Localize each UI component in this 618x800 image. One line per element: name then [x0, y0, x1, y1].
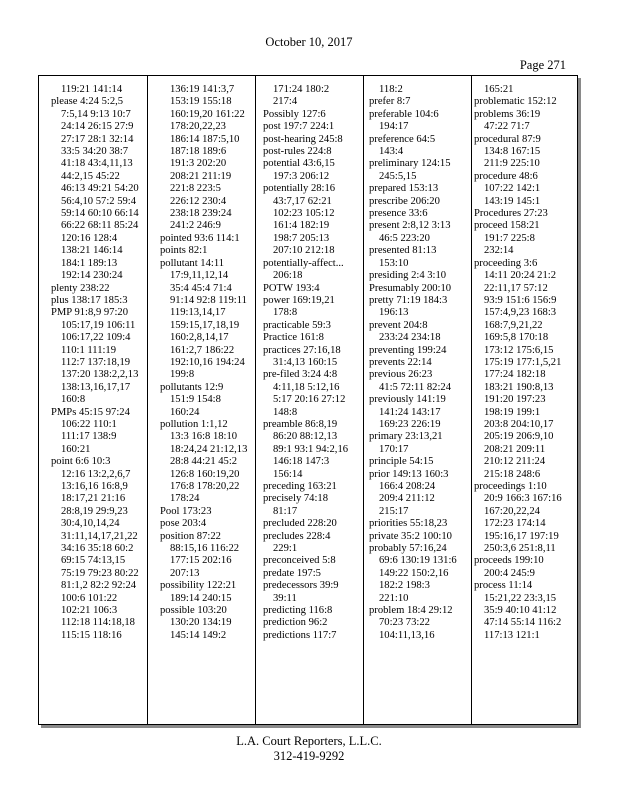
index-locator-line: 167:20,22,24 — [484, 505, 540, 517]
index-term-line: Procedures 27:23 — [474, 208, 548, 220]
index-locator-line: 209:4 211:12 — [379, 493, 435, 505]
index-term-line: prior 149:13 160:3 — [369, 468, 449, 480]
index-frame — [38, 75, 578, 725]
index-locator-line: 126:8 160:19,20 — [170, 468, 240, 480]
index-locator-line: 31:4,13 160:15 — [273, 356, 338, 368]
index-locator-line: 153:19 155:18 — [170, 96, 232, 108]
index-locator-line: 226:12 230:4 — [170, 195, 227, 207]
index-locator-line: 5:17 20:16 27:12 — [273, 394, 346, 406]
index-term-line: procedural 87:9 — [474, 133, 541, 145]
index-locator-line: 89:1 93:1 94:2,16 — [273, 443, 349, 455]
index-locator-line: 173:12 175:6,15 — [484, 344, 554, 356]
index-term-line: preamble 86:8,19 — [263, 418, 338, 430]
index-column-4 — [363, 76, 471, 724]
index-term-line: procedure 48:6 — [474, 170, 538, 182]
index-term-line: possible 103:20 — [160, 605, 227, 617]
index-locator-line: 107:22 142:1 — [484, 183, 541, 195]
index-term-line: PMPs 45:15 97:24 — [51, 406, 130, 418]
index-term-line: pollutant 14:11 — [160, 257, 225, 269]
index-locator-line: 18:17,21 21:16 — [61, 493, 126, 505]
index-locator-line: 160:21 — [61, 443, 91, 455]
index-term-line: preceding 163:21 — [263, 481, 337, 492]
index-locator-line: 198:19 199:1 — [484, 406, 541, 418]
index-locator-line: 221:8 223:5 — [170, 183, 221, 195]
index-locator-line: 208:21 209:11 — [484, 443, 546, 455]
index-locator-line: 112:7 137:18,19 — [61, 356, 131, 368]
index-term-line: probably 57:16,24 — [369, 543, 447, 555]
index-locator-line: 110:1 111:19 — [61, 344, 117, 356]
index-locator-line: 215:17 — [379, 505, 409, 517]
index-locator-line: 175:19 177:1,5,21 — [484, 356, 562, 368]
index-locator-line: 192:10,16 194:24 — [170, 356, 245, 368]
index-term-line: problematic 152:12 — [474, 96, 557, 108]
index-term-line: problems 36:19 — [474, 108, 541, 120]
index-locator-line: 194:17 — [379, 121, 409, 133]
index-locator-line: 35:9 40:10 41:12 — [484, 605, 557, 617]
index-term-line: potential 43:6,15 — [263, 158, 335, 170]
index-term-line: PMP 91:8,9 97:20 — [51, 307, 129, 319]
index-locator-line: 189:14 240:15 — [170, 592, 232, 604]
index-locator-line: 46:13 49:21 54:20 — [61, 183, 139, 195]
page-number: Page 271 — [519, 58, 566, 72]
page-date: October 10, 2017 — [265, 35, 353, 49]
index-term-line: predictions 117:7 — [263, 629, 337, 641]
index-term-line: Presumably 200:10 — [369, 282, 452, 294]
index-locator-line: 191:7 225:8 — [484, 232, 535, 244]
index-locator-line: 86:20 88:12,13 — [273, 431, 338, 443]
index-term-line: preferable 104:6 — [369, 108, 439, 120]
index-term-line: Possibly 127:6 — [263, 108, 326, 120]
index-column-5 — [471, 76, 579, 724]
index-locator-line: 47:14 55:14 116:2 — [484, 617, 562, 629]
index-locator-line: 22:11,17 57:12 — [484, 282, 548, 294]
index-term-line: Pool 173:23 — [160, 505, 212, 517]
index-locator-line: 205:19 206:9,10 — [484, 431, 554, 443]
index-term-line: points 82:1 — [160, 245, 208, 257]
index-locator-line: 215:18 248:6 — [484, 468, 541, 480]
index-term-line: previous 26:23 — [369, 369, 433, 381]
index-locator-line: 241:2 246:9 — [170, 220, 221, 232]
index-locator-line: 20:9 166:3 167:16 — [484, 493, 562, 505]
index-term-line: prescribe 206:20 — [369, 195, 440, 207]
index-term-line: prediction 96:2 — [263, 617, 328, 629]
index-term-line: previously 141:19 — [369, 394, 446, 406]
index-locator-line: 69:6 130:19 131:6 — [379, 555, 457, 567]
index-locator-line: 111:17 138:9 — [61, 431, 117, 443]
index-term-line: principle 54:15 — [369, 456, 434, 468]
index-locator-line: 198:7 205:13 — [273, 232, 330, 244]
index-locator-line: 56:4,10 57:2 59:4 — [61, 195, 137, 207]
index-term-line: presence 33:6 — [369, 208, 428, 220]
index-term-line: prepared 153:13 — [369, 183, 439, 195]
index-locator-line: 138:13,16,17,17 — [61, 381, 131, 393]
index-locator-line: 172:23 174:14 — [484, 518, 546, 530]
index-term-line: pretty 71:19 184:3 — [369, 294, 448, 306]
index-locator-line: 102:21 106:3 — [61, 605, 118, 617]
index-locator-line: 195:16,17 197:19 — [484, 530, 559, 542]
index-locator-line: 250:3,6 251:8,11 — [484, 543, 556, 555]
index-locator-line: 168:7,9,21,22 — [484, 319, 543, 331]
index-locator-line: 171:24 180:2 — [273, 84, 330, 95]
index-locator-line: 221:10 — [379, 592, 409, 604]
index-locator-line: 17:9,11,12,14 — [170, 270, 229, 282]
index-locator-line: 75:19 79:23 80:22 — [61, 567, 139, 579]
index-locator-line: 178:24 — [170, 493, 200, 505]
index-column-3 — [255, 76, 363, 724]
index-locator-line: 46:5 223:20 — [379, 232, 430, 244]
index-term-line: precisely 74:18 — [263, 493, 329, 505]
index-term-line: point 6:6 10:3 — [51, 456, 111, 468]
index-locator-line: 66:22 68:11 85:24 — [61, 220, 139, 232]
index-locator-line: 141:24 143:17 — [379, 406, 441, 418]
index-term-line: please 4:24 5:2,5 — [51, 96, 124, 108]
index-locator-line: 106:17,22 109:4 — [61, 332, 131, 344]
index-locator-line: 207:13 — [170, 567, 200, 579]
index-term-line: possibility 122:21 — [160, 580, 237, 592]
index-locator-line: 47:22 71:7 — [484, 121, 530, 133]
index-term-line: predecessors 39:9 — [263, 580, 339, 592]
index-locator-line: 81:1,2 82:2 92:24 — [61, 580, 137, 592]
index-term-line: present 2:8,12 3:13 — [369, 220, 451, 232]
index-locator-line: 169:5,8 170:18 — [484, 332, 549, 344]
index-locator-line: 35:4 45:4 71:4 — [170, 282, 232, 294]
index-term-line: practicable 59:3 — [263, 319, 331, 331]
index-locator-line: 145:14 149:2 — [170, 629, 227, 641]
index-locator-line: 151:9 154:8 — [170, 394, 221, 406]
index-term-line: post-hearing 245:8 — [263, 133, 343, 145]
index-term-line: proceed 158:21 — [474, 220, 540, 232]
index-locator-line: 161:2,7 186:22 — [170, 344, 235, 356]
index-locator-line: 91:14 92:8 119:11 — [170, 294, 247, 306]
index-locator-line: 238:18 239:24 — [170, 208, 232, 220]
index-locator-line: 196:13 — [379, 307, 409, 319]
footer-phone: 312-419-9292 — [273, 749, 345, 763]
index-locator-line: 27:17 28:1 32:14 — [61, 133, 134, 145]
index-term-line: precludes 228:4 — [263, 530, 331, 542]
index-term-line: preference 64:5 — [369, 133, 436, 145]
index-locator-line: 41:5 72:11 82:24 — [379, 381, 451, 393]
page-footer — [0, 734, 618, 764]
index-locator-line: 137:20 138:2,2,13 — [61, 369, 139, 381]
index-term-line: pointed 93:6 114:1 — [160, 232, 240, 244]
index-locator-line: 120:16 128:4 — [61, 232, 118, 244]
index-term-line: power 169:19,21 — [263, 294, 335, 306]
index-locator-line: 12:16 13:2,2,6,7 — [61, 468, 131, 480]
index-locator-line: 178:20,22,23 — [170, 121, 226, 133]
index-locator-line: 191:20 197:23 — [484, 394, 546, 406]
index-locator-line: 143:19 145:1 — [484, 195, 541, 207]
index-locator-line: 100:6 101:22 — [61, 592, 118, 604]
index-term-line: pollutants 12:9 — [160, 381, 224, 393]
index-term-line: proceeds 199:10 — [474, 555, 544, 567]
index-locator-line: 70:23 73:22 — [379, 617, 430, 629]
index-locator-line: 102:23 105:12 — [273, 208, 335, 220]
index-locator-line: 39:11 — [273, 592, 297, 604]
index-locator-line: 211:9 225:10 — [484, 158, 540, 170]
index-locator-line: 138:21 146:14 — [61, 245, 123, 257]
index-locator-line: 160:2,8,14,17 — [170, 332, 229, 344]
index-locator-line: 115:15 118:16 — [61, 629, 122, 641]
index-locator-line: 176:8 178:20,22 — [170, 481, 240, 492]
index-locator-line: 160:24 — [170, 406, 200, 418]
index-locator-line: 117:13 121:1 — [484, 629, 540, 641]
index-locator-line: 112:18 114:18,18 — [61, 617, 135, 629]
index-column-2 — [147, 76, 255, 724]
index-locator-line: 186:14 187:5,10 — [170, 133, 240, 145]
index-locator-line: 170:17 — [379, 443, 409, 455]
index-term-line: problem 18:4 29:12 — [369, 605, 453, 617]
index-term-line: proceeding 3:6 — [474, 257, 538, 269]
index-locator-line: 157:4,9,23 168:3 — [484, 307, 557, 319]
footer-company: L.A. Court Reporters, L.L.C. — [236, 734, 382, 748]
index-locator-line: 208:21 211:19 — [170, 170, 232, 182]
index-locator-line: 119:21 141:14 — [61, 84, 123, 95]
index-locator-line: 192:14 230:24 — [61, 270, 123, 282]
index-locator-line: 118:2 — [379, 84, 403, 95]
index-locator-line: 28:8,19 29:9,23 — [61, 505, 128, 517]
index-locator-line: 31:11,14,17,21,22 — [61, 530, 138, 542]
index-locator-line: 229:1 — [273, 543, 298, 555]
index-locator-line: 184:1 189:13 — [61, 257, 118, 269]
index-locator-line: 203:8 204:10,17 — [484, 418, 554, 430]
index-term-line: post-rules 224:8 — [263, 146, 332, 158]
index-term-line: pose 203:4 — [160, 518, 207, 530]
index-locator-line: 134:8 167:15 — [484, 146, 541, 158]
index-locator-line: 210:12 211:24 — [484, 456, 546, 468]
index-locator-line: 146:18 147:3 — [273, 456, 330, 468]
index-term-line: pollution 1:1,12 — [160, 418, 228, 430]
index-locator-line: 24:14 26:15 27:9 — [61, 121, 134, 133]
index-locator-line: 199:8 — [170, 369, 195, 381]
index-locator-line: 44:2,15 45:22 — [61, 170, 120, 182]
index-locator-line: 106:22 110:1 — [61, 418, 117, 430]
index-locator-line: 104:11,13,16 — [379, 629, 435, 641]
index-term-line: practices 27:16,18 — [263, 344, 341, 356]
index-locator-line: 119:13,14,17 — [170, 307, 226, 319]
index-term-line: post 197:7 224:1 — [263, 121, 335, 133]
index-term-line: POTW 193:4 — [263, 282, 320, 294]
index-term-line: prevent 204:8 — [369, 319, 428, 331]
index-term-line: presiding 2:4 3:10 — [369, 270, 447, 282]
index-locator-line: 18:24,24 21:12,13 — [170, 443, 248, 455]
index-locator-line: 93:9 151:6 156:9 — [484, 294, 557, 306]
index-locator-line: 160:19,20 161:22 — [170, 108, 245, 120]
index-locator-line: 15:21,22 23:3,15 — [484, 592, 557, 604]
index-locator-line: 177:24 182:18 — [484, 369, 546, 381]
index-term-line: plenty 238:22 — [51, 282, 110, 294]
index-locator-line: 43:7,17 62:21 — [273, 195, 332, 207]
index-locator-line: 4:11,18 5:12,16 — [273, 381, 340, 393]
index-term-line: plus 138:17 185:3 — [51, 294, 128, 306]
index-locator-line: 105:17,19 106:11 — [61, 319, 136, 331]
index-locator-line: 59:14 60:10 66:14 — [61, 208, 139, 220]
index-locator-line: 13:16,16 16:8,9 — [61, 481, 128, 492]
index-locator-line: 197:3 206:12 — [273, 170, 330, 182]
index-locator-line: 245:5,15 — [379, 170, 417, 182]
index-term-line: process 11:14 — [474, 580, 533, 592]
index-term-line: prevents 22:14 — [369, 356, 432, 368]
index-locator-line: 14:11 20:24 21:2 — [484, 270, 556, 282]
index-locator-line: 200:4 245:9 — [484, 567, 535, 579]
index-term-line: prefer 8:7 — [369, 96, 411, 108]
index-locator-line: 160:8 — [61, 394, 86, 406]
index-locator-line: 177:15 202:16 — [170, 555, 232, 567]
index-locator-line: 182:2 198:3 — [379, 580, 430, 592]
index-locator-line: 33:5 34:20 38:7 — [61, 146, 129, 158]
index-locator-line: 7:5,14 9:13 10:7 — [61, 108, 131, 120]
index-locator-line: 165:21 — [484, 84, 514, 95]
index-locator-line: 153:10 — [379, 257, 409, 269]
index-locator-line: 28:8 44:21 45:2 — [170, 456, 238, 468]
index-locator-line: 217:4 — [273, 96, 298, 108]
index-locator-line: 149:22 150:2,16 — [379, 567, 449, 579]
index-locator-line: 178:8 — [273, 307, 298, 319]
index-locator-line: 232:14 — [484, 245, 514, 257]
index-locator-line: 207:10 212:18 — [273, 245, 335, 257]
index-term-line: potentially 28:16 — [263, 183, 336, 195]
index-locator-line: 88:15,16 116:22 — [170, 543, 240, 555]
index-locator-line: 191:3 202:20 — [170, 158, 227, 170]
index-term-line: precluded 228:20 — [263, 518, 337, 530]
index-locator-line: 156:14 — [273, 468, 303, 480]
index-column-1 — [39, 76, 147, 724]
index-locator-line: 187:18 189:6 — [170, 146, 227, 158]
index-term-line: predate 197:5 — [263, 567, 321, 579]
index-term-line: priorities 55:18,23 — [369, 518, 448, 530]
index-term-line: preventing 199:24 — [369, 344, 447, 356]
index-term-line: private 35:2 100:10 — [369, 530, 452, 542]
index-locator-line: 13:3 16:8 18:10 — [170, 431, 238, 443]
index-locator-line: 206:18 — [273, 270, 303, 282]
index-term-line: Practice 161:8 — [263, 332, 324, 344]
index-locator-line: 81:17 — [273, 505, 298, 517]
index-locator-line: 169:23 226:19 — [379, 418, 441, 430]
index-locator-line: 161:4 182:19 — [273, 220, 330, 232]
index-locator-line: 34:16 35:18 60:2 — [61, 543, 134, 555]
index-locator-line: 159:15,17,18,19 — [170, 319, 240, 331]
index-term-line: preliminary 124:15 — [369, 158, 451, 170]
index-term-line: preconceived 5:8 — [263, 555, 336, 567]
index-locator-line: 30:4,10,14,24 — [61, 518, 120, 530]
index-locator-line: 166:4 208:24 — [379, 481, 436, 492]
index-locator-line: 130:20 134:19 — [170, 617, 232, 629]
index-locator-line: 143:4 — [379, 146, 404, 158]
index-term-line: potentially-affect... — [263, 257, 344, 269]
index-term-line: primary 23:13,21 — [369, 431, 443, 443]
index-locator-line: 233:24 234:18 — [379, 332, 441, 344]
index-locator-line: 136:19 141:3,7 — [170, 84, 235, 95]
index-term-line: position 87:22 — [160, 530, 221, 542]
index-locator-line: 41:18 43:4,11,13 — [61, 158, 133, 170]
index-term-line: pre-filed 3:24 4:8 — [263, 369, 338, 381]
index-term-line: presented 81:13 — [369, 245, 437, 257]
index-locator-line: 148:8 — [273, 406, 298, 418]
index-term-line: proceedings 1:10 — [474, 481, 547, 492]
index-locator-line: 69:15 74:13,15 — [61, 555, 126, 567]
index-term-line: predicting 116:8 — [263, 605, 333, 617]
index-locator-line: 183:21 190:8,13 — [484, 381, 554, 393]
